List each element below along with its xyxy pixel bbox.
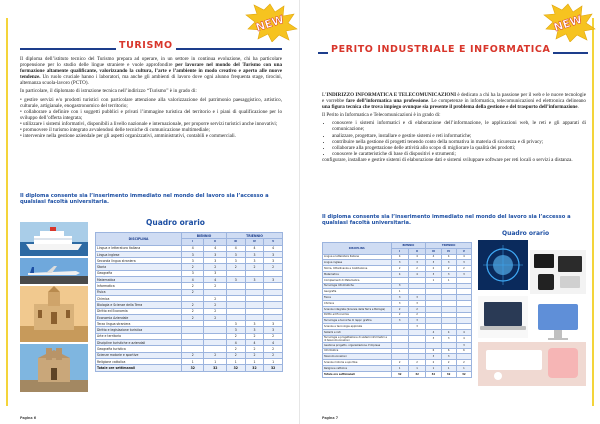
hours-cell: 2 — [426, 266, 441, 272]
hours-cell: 2 — [226, 346, 245, 352]
hours-cell: 3 — [245, 277, 264, 283]
subject-cell: Lingua e letteratura italiana — [96, 245, 182, 251]
hours-cell: 2 — [441, 360, 456, 366]
hours-cell: 1 — [426, 365, 441, 371]
col-triennio-header: TRIENNIO — [426, 243, 472, 249]
hours-cell: 3 — [408, 260, 425, 266]
hours-cell: 1 — [264, 358, 283, 364]
hours-cell — [391, 335, 408, 342]
total-hours-cell: 32 — [391, 371, 408, 377]
hours-cell: 4 — [426, 329, 441, 335]
hours-cell: 2 — [408, 360, 425, 366]
skills-list — [20, 97, 282, 140]
hours-cell: 2 — [182, 302, 204, 308]
col-triennio-header: TRIENNIO — [226, 233, 282, 239]
list-item: • collaborare alla progettazione delle attività allo scopo di migliorare la qualità dei prodotti; — [332, 145, 586, 151]
col-subject-header: DISCIPLINA — [323, 243, 392, 255]
col-subject-header: DISCIPLINA — [96, 233, 182, 246]
hours-cell: 2 — [391, 266, 408, 272]
hours-cell: 2 — [441, 266, 456, 272]
cruise-ship-photo — [20, 222, 88, 256]
total-hours-cell: 32 — [408, 371, 425, 377]
hours-cell: 4 — [226, 340, 245, 346]
description-text — [322, 92, 586, 165]
hours-cell: 3 — [226, 258, 245, 264]
quadro-orario-title: Quadro orario — [502, 230, 550, 237]
list-item: • intervenire nella gestione aziendale per gli aspetti organizzativi, amministrativi, contabili e commerciali. — [20, 133, 236, 140]
subject-cell: Lingua inglese — [323, 260, 392, 266]
closing-paragraph: configurare, installare e gestire sistemi di elaborazione dati e sistemi sviluppare software per reti locali o servizi a distanza. — [322, 156, 573, 163]
hours-cell: 3 — [264, 277, 283, 283]
hours-cell: 2 — [456, 360, 471, 366]
timetable-body — [96, 245, 283, 371]
hours-cell: 2 — [408, 306, 425, 312]
subject-cell: Telecomunicazioni — [323, 354, 392, 360]
hours-cell: 3 — [182, 270, 204, 276]
total-hours-cell: 32 — [182, 365, 204, 371]
hours-cell: 4 — [408, 254, 425, 260]
hours-cell: 2 — [245, 352, 264, 358]
hours-cell: 3 — [441, 335, 456, 342]
hours-cell: 3 — [456, 271, 471, 277]
hours-cell: 3 — [264, 251, 283, 257]
hours-cell: 2 — [204, 283, 226, 289]
hours-cell: 2 — [226, 352, 245, 358]
hours-cell: 3 — [226, 321, 245, 327]
hours-cell: 3 — [426, 271, 441, 277]
hours-cell: 2 — [391, 360, 408, 366]
hours-cell: 3 — [245, 251, 264, 257]
subject-cell: Biologia e Scienze della Terra — [96, 302, 182, 308]
subject-cell: Tecnologie e progettazione di sistemi informatici e di telecomunicazioni — [323, 335, 392, 342]
subject-cell: Chimica — [323, 300, 392, 306]
hours-cell: 2 — [408, 312, 425, 318]
hours-cell: 3 — [441, 260, 456, 266]
subject-cell: Chimica — [96, 295, 182, 301]
apple-devices-photo — [530, 250, 586, 294]
hours-cell: 3 — [182, 258, 204, 264]
year-header: I — [391, 248, 408, 254]
year-header: IV — [441, 248, 456, 254]
hours-cell: 3 — [264, 327, 283, 333]
subject-cell: Fisica — [96, 289, 182, 295]
hours-cell: 2 — [204, 295, 226, 301]
subject-cell: Tecnologie e tecniche di rappr. grafica — [323, 318, 392, 324]
hours-cell: 4 — [245, 340, 264, 346]
subject-cell: Informatica — [96, 283, 182, 289]
subject-cell: Scienze motorie e sportive — [323, 360, 392, 366]
table-row — [323, 335, 472, 342]
subject-cell: Matematica — [96, 277, 182, 283]
page-title: TURISMO — [116, 40, 176, 51]
hours-cell: 3 — [391, 318, 408, 324]
new-badge-label: NEW — [552, 12, 584, 35]
hours-cell: 4 — [391, 254, 408, 260]
subject-cell: Gestione progetto, organizzazione d’impresa — [323, 342, 392, 348]
hours-cell: 3 — [391, 295, 408, 301]
hours-cell: 2 — [245, 264, 264, 270]
hours-cell: 4 — [204, 277, 226, 283]
list-item: • gestire servizi e/o prodotti turistici con particolare attenzione alla valorizzazione del patrimonio paesaggistico, artistico, culturale, artigianale, enogastronomico del territorio; — [20, 96, 282, 109]
hours-cell: 4 — [408, 271, 425, 277]
hours-cell: 2 — [226, 333, 245, 339]
subject-cell: Religione cattolica — [323, 365, 392, 371]
hours-cell: 3 — [456, 260, 471, 266]
col-biennio-header: BIENNIO — [391, 243, 426, 249]
hours-cell — [408, 335, 425, 342]
hours-cell: 2 — [204, 302, 226, 308]
hours-cell: 2 — [182, 308, 204, 314]
total-row — [96, 365, 283, 371]
total-hours-cell: 32 — [456, 371, 471, 377]
hours-cell: 3 — [441, 354, 456, 360]
hours-cell: 1 — [408, 365, 425, 371]
hours-cell: 3 — [408, 318, 425, 324]
keyboard-photo — [478, 342, 586, 386]
subject-cell: Fisica — [323, 295, 392, 301]
hours-cell: 3 — [391, 283, 408, 289]
hours-cell: 4 — [245, 245, 264, 251]
total-hours-cell: 32 — [226, 365, 245, 371]
hours-cell: 4 — [441, 254, 456, 260]
description-text — [20, 56, 282, 139]
subject-cell: Discipline turistiche e aziendali — [96, 340, 182, 346]
hours-cell: 2 — [391, 306, 408, 312]
subject-cell: Informatica — [323, 348, 392, 354]
hours-cell: 3 — [264, 321, 283, 327]
page-number: Pagina 7 — [322, 416, 339, 420]
total-row — [323, 371, 472, 377]
imac-photo — [530, 300, 586, 344]
hours-cell: 1 — [426, 277, 441, 283]
list-item: • analizzare, progettare, installare e gestire sistemi e reti informatiche; — [332, 133, 586, 139]
subject-cell: Scienze integrate (Scienze della Terra e Biologia) — [323, 306, 392, 312]
subject-cell: Geografia — [323, 289, 392, 295]
skills-intro: Il Perito in Informatica e Telecomunicazioni è in grado di: — [322, 112, 441, 119]
hours-cell: 2 — [391, 312, 408, 318]
hours-cell: 6 — [456, 348, 471, 354]
hours-cell: 3 — [408, 324, 425, 330]
hours-cell: 3 — [245, 258, 264, 264]
section-title-bar — [20, 40, 282, 52]
hours-cell: 3 — [408, 295, 425, 301]
subject-cell: Lingua inglese — [96, 251, 182, 257]
hours-cell: 4 — [264, 340, 283, 346]
page-title: PERITO INDUSTRIALE E INFORMATICA — [328, 44, 553, 55]
subject-cell: Arte e territorio — [96, 333, 182, 339]
hours-cell: 2 — [426, 360, 441, 366]
new-badge-icon — [242, 2, 298, 42]
hours-cell: 4 — [264, 245, 283, 251]
list-item: • utilizzare i sistemi informativi, disponibili a livello nazionale e internazionale, per proporre servizi turistici anche innovativi; — [20, 120, 278, 127]
year-header: II — [408, 248, 425, 254]
diploma-statement: Il diploma consente sia l’inserimento immediato nel mondo del lavoro sia l’accesso a qualsiasi facoltà universitaria. — [322, 214, 571, 227]
subject-cell: Seconda lingua straniera — [96, 258, 182, 264]
hours-cell: 6 — [426, 348, 441, 354]
total-hours-cell: 32 — [264, 365, 283, 371]
hours-cell: 3 — [204, 258, 226, 264]
subject-cell: Sistemi e reti — [323, 329, 392, 335]
quadro-orario-title: Quadro orario — [146, 218, 205, 227]
hours-cell: 3 — [226, 277, 245, 283]
hours-cell: 3 — [182, 251, 204, 257]
subject-cell: Economia Aziendale — [96, 314, 182, 320]
hours-cell: 1 — [391, 289, 408, 295]
brain-tech-photo — [478, 240, 528, 290]
page-informatica — [300, 0, 600, 424]
total-hours-cell: 32 — [204, 365, 226, 371]
subject-cell: Diritto e legislazione turistica — [96, 327, 182, 333]
hours-cell: 2 — [204, 352, 226, 358]
hours-cell: 3 — [408, 300, 425, 306]
hours-cell: 2 — [264, 352, 283, 358]
list-item: • conoscere i sistemi informatici e di elaborazione dell’informazione, le applicazioni web, le reti e gli apparati di comunicazione; — [332, 120, 586, 132]
hours-cell: 1 — [182, 358, 204, 364]
year-header: IV — [245, 239, 264, 245]
subject-cell: Tecnologie Informatiche — [323, 283, 392, 289]
list-item: • conoscere le caratteristiche di base di dispositivi e strumenti; — [332, 151, 586, 157]
year-header: II — [204, 239, 226, 245]
skills-list — [322, 120, 586, 157]
subject-cell: Storia — [96, 264, 182, 270]
hours-cell: 1 — [204, 358, 226, 364]
hours-cell: 1 — [441, 277, 456, 283]
year-header: I — [182, 239, 204, 245]
hours-cell: 3 — [204, 270, 226, 276]
total-hours-cell: 32 — [245, 365, 264, 371]
hours-cell: 3 — [456, 342, 471, 348]
col-biennio-header: BIENNIO — [182, 233, 227, 239]
hours-cell: 2 — [245, 346, 264, 352]
hours-cell: 4 — [456, 254, 471, 260]
skills-intro: In particolare, il diplomato di istruzione tecnica nell’indirizzo “Turismo” è in grado di: — [20, 88, 197, 95]
section-title-bar — [318, 44, 588, 56]
church-photo — [20, 344, 88, 392]
year-header: III — [226, 239, 245, 245]
list-item: • promuovere il turismo integrato avvalendosi delle tecniche di comunicazione multimediale; — [20, 127, 210, 134]
list-item: • collaborare a definire con i soggetti pubblici e privati l’immagine turistica del territorio e i piani di qualificazione per lo sviluppo dell’offerta integrata; — [20, 108, 282, 121]
subject-cell: Complementi di Matematica — [323, 277, 392, 283]
hours-cell: 2 — [182, 264, 204, 270]
timetable-body — [323, 254, 472, 377]
subject-cell: Scienze e tecnologie applicate — [323, 324, 392, 330]
total-hours-cell: 32 — [426, 371, 441, 377]
total-hours-cell: 32 — [441, 371, 456, 377]
hours-cell: 1 — [226, 358, 245, 364]
hours-cell: 4 — [226, 245, 245, 251]
hours-cell: 1 — [245, 358, 264, 364]
page-number: Pagina 6 — [20, 416, 37, 420]
hours-cell: 4 — [204, 245, 226, 251]
hours-cell: 3 — [426, 335, 441, 342]
hours-cell: 3 — [391, 300, 408, 306]
hours-cell: 2 — [204, 314, 226, 320]
hours-cell: 2 — [204, 308, 226, 314]
list-item: • contribuire nella gestione di progetti tenendo conto della normativa in materia di sicurezza e di privacy; — [332, 139, 586, 145]
new-badge-icon — [540, 2, 596, 42]
cathedral-photo — [20, 286, 88, 342]
hours-cell: 3 — [245, 327, 264, 333]
plane-photo — [20, 258, 88, 284]
hours-cell: 3 — [226, 251, 245, 257]
hours-cell: 4 — [456, 329, 471, 335]
timetable — [322, 242, 472, 378]
new-badge-label: NEW — [254, 12, 286, 35]
intro-paragraph: L’INDIRIZZO INFORMATICA E TELECOMUNICAZIONI è dedicato a chi ha la passione per il web e le nuove tecnologie e vorrebbe fare dell’informatica una professione. Le competenze in informatica, telecomunicazioni ed elettronica delineano una figura tecnica che trova impiego ovunque sia presente il problema della gestione e del trasporto dell’informazione. — [322, 92, 586, 111]
hours-cell: 2 — [226, 264, 245, 270]
hours-cell: 2 — [204, 264, 226, 270]
hours-cell: 1 — [456, 365, 471, 371]
year-header: V — [264, 239, 283, 245]
hours-cell: 2 — [264, 264, 283, 270]
hours-cell: 2 — [408, 266, 425, 272]
hours-cell: 2 — [264, 346, 283, 352]
hours-cell: 4 — [182, 245, 204, 251]
hours-cell: 1 — [391, 365, 408, 371]
hours-cell: 1 — [441, 365, 456, 371]
subject-cell: Scienze motorie e sportive — [96, 352, 182, 358]
page-border-accent — [592, 18, 594, 406]
diploma-statement: Il diploma consente sia l’inserimento immediato nel mondo del lavoro sia l’accesso a qualsiasi facoltà universitaria. — [20, 193, 269, 206]
timetable — [95, 232, 283, 372]
subject-cell: Storia, Cittadinanza e Costituzione — [323, 266, 392, 272]
hours-cell: 3 — [226, 327, 245, 333]
hours-cell: 2 — [456, 266, 471, 272]
intro-paragraph: Il diploma dell’istituto tecnico del Turismo prepara ad operare, in un settore in continua evoluzione, chi ha particolare propensione per lo studio delle lingue straniere e vuole approfondire per lavorare nel mondo del Turismo con una formazione altamente qualificante, valorizzando la cultura, l’arte e l’ambiente in modo creativo e aperto alle nuove tendenze. Un ruolo cruciale hanno i laboratori, ma anche gli ambienti di lavoro dove ogni alunno frequenta stage, tirocini, alternanza scuola-lavoro (PCTO). — [20, 56, 282, 87]
hours-cell: 2 — [264, 333, 283, 339]
hours-cell: 3 — [204, 251, 226, 257]
hours-cell: 4 — [426, 254, 441, 260]
subject-cell: Lingua e letteratura italiana — [323, 254, 392, 260]
hours-cell: 2 — [182, 352, 204, 358]
subject-cell: Terza lingua straniera — [96, 321, 182, 327]
hours-cell: 3 — [441, 271, 456, 277]
hours-cell: 2 — [182, 283, 204, 289]
hours-cell: 2 — [182, 289, 204, 295]
subject-cell: Matematica — [323, 271, 392, 277]
hours-cell: 3 — [264, 258, 283, 264]
year-header: III — [426, 248, 441, 254]
total-label: Totale ore settimanali — [323, 371, 392, 377]
subject-cell: Geografia — [96, 270, 182, 276]
subject-cell: Diritto ed Economia — [323, 312, 392, 318]
hours-cell: 3 — [245, 321, 264, 327]
hours-cell: 2 — [245, 333, 264, 339]
year-header: V — [456, 248, 471, 254]
hours-cell: 3 — [426, 260, 441, 266]
laptop-photo — [478, 296, 528, 338]
hours-cell: 3 — [426, 354, 441, 360]
hours-cell: 4 — [391, 271, 408, 277]
hours-cell: 3 — [391, 260, 408, 266]
hours-cell: 4 — [441, 329, 456, 335]
hours-cell: 2 — [182, 314, 204, 320]
subject-cell: Religione cattolica — [96, 358, 182, 364]
subject-cell: Geografia turistica — [96, 346, 182, 352]
total-label: Totale ore settimanali — [96, 365, 182, 371]
hours-cell: 4 — [456, 335, 471, 342]
page-border-accent — [6, 18, 8, 406]
hours-cell: 6 — [441, 348, 456, 354]
hours-cell: 4 — [182, 277, 204, 283]
subject-cell: Diritto ed Economia — [96, 308, 182, 314]
